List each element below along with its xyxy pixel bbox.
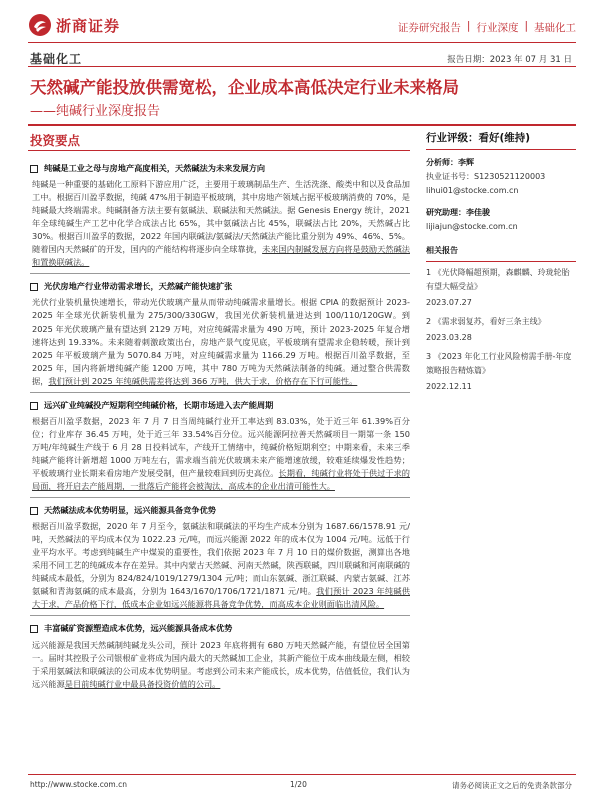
- point-conclusion: 我们预计 2023 年纯碱供大于求，产品价格下行，低成本企业如远兴能源将具备竞争优势，而高成本企业则面临出清风险。: [32, 586, 410, 610]
- header-rule: [28, 42, 576, 43]
- point-body: [32, 415, 410, 493]
- report-date: 报告日期：2023 年 07 月 31 日: [447, 55, 572, 65]
- report-title: 天然碱产能投放供需宽松，企业成本高低决定行业未来格局: [30, 78, 459, 97]
- investment-point: [30, 504, 410, 616]
- point-text: 根据百川盈孚数据，2020 年 7 月至今，氨碱法和联碱法的平均生产成本分别为 1687.66/1578.91 元/吨，天然碱法的平均成本仅为 1022.23 元/吨，而远兴能源 2022 年的成本仅为 1004 元/吨。远低于行业平均水平。考虑到纯碱生产中煤炭的重要性，我们依据 2023 年 7 月 10 日的煤价数据，测算出各地采用不同工艺的纯碱成本存在差异。其中内蒙古天然碱、河南天然碱，陕西联碱，四川联碱和河南联碱的纯碱成本最低，分别为 824/824/1019/1279/1304 元/吨；而山东氨碱、浙江联碱、内蒙古氨碱、江苏氨碱和青海氨碱的成本最高，分别为 1643/1670/1706/1721/1871 元/吨。: [32, 521, 410, 597]
- investment-point: [30, 399, 410, 498]
- related-report-title[interactable]: 3 《2023 年化工行业风险榜需手册-年度策略报告精炼篇》: [426, 352, 572, 375]
- report-subtitle: ——纯碱行业深度报告: [30, 104, 161, 119]
- point-heading-text: 远兴矿业纯碱投产短期利空纯碱价格，长期市场进入去产能周期: [44, 399, 274, 410]
- point-divider: [30, 273, 410, 274]
- point-heading-text: 光伏房地产行业带动需求增长，天然碱产能快速扩张: [44, 281, 233, 292]
- square-bullet-icon: [30, 507, 38, 515]
- separator: |: [524, 20, 528, 32]
- point-heading-text: 丰富碱矿资源塑造成本优势，远兴能源具备成本优势: [44, 623, 233, 634]
- footer-url[interactable]: http://www.stocke.com.cn: [30, 780, 127, 789]
- section-heading: 投资要点: [30, 133, 81, 148]
- point-divider: [30, 615, 410, 616]
- related-reports-heading: 相关报告: [426, 244, 576, 262]
- point-conclusion: 是目前纯碱行业中最具备投资价值的公司。: [64, 678, 221, 689]
- report-type: 证券研究报告: [397, 22, 461, 34]
- related-report-title[interactable]: 1 《光伏降幅超预期，森麒麟、玲珑轮胎有望大幅受益》: [426, 268, 570, 291]
- report-category: [398, 20, 576, 35]
- point-body: [32, 520, 410, 611]
- square-bullet-icon: [30, 283, 38, 291]
- point-text: 远兴能源是我国天然碱制纯碱龙头公司，预计 2023 年底将拥有 680 万吨天然碱产能，有望位居全国第一。届时其控股子公司银根矿业将成为国内最大的天然碱加工企业，其新产能位于成本曲线最左侧，相较于采用氨碱法和联碱法的公司成本优势明显。考虑到公司未来产能成长，成本优势，估值低位，我们认为远兴能源: [32, 639, 410, 689]
- point-divider: [30, 497, 410, 498]
- title-rule: [28, 124, 576, 126]
- point-body: [32, 296, 410, 387]
- point-heading: [30, 399, 410, 412]
- investment-point: [30, 162, 410, 274]
- point-text: 光伏行业装机量快速增长，带动光伏玻璃产量从而带动纯碱需求量增长。根据 CPIA 的数据预计 2023-2025 年全球光伏新装机量为 275/300/330GW，我国光伏新装机量进达到 100/110/120GW。到 2025 年光伏玻璃产量有望达到 2129 万吨，对应纯碱需求量为 490 万吨，预计 2023-2025 年复合增速将达到 19.33%。未来随着刺激政策出台，房地产景气度见底，平板玻璃有望需求企稳转暖，预计到 2025 年平板玻璃产量为 5070.84 万吨，对应纯碱需求量为 1166.29 万吨。根据百川盈孚数据，至 2025 年，国内将新增纯碱产能 1200 万吨，其中 780 万吨为天然碱法制备的纯碱。通过整合供需数据，: [32, 297, 410, 386]
- brand-logo: [28, 12, 120, 38]
- point-heading: [30, 162, 410, 175]
- related-report-item[interactable]: [426, 350, 576, 394]
- square-bullet-icon: [30, 625, 38, 633]
- analyst-name: 分析师：李辉: [426, 158, 474, 167]
- investment-point: [30, 280, 410, 392]
- sidebar: [426, 131, 576, 399]
- disclaimer-note: 请务必阅读正文之后的免责条款部分: [452, 781, 572, 790]
- point-conclusion: 长期看，纯碱行业将处于供过于求的局面，将开启去产能周期，一批落后产能将会被淘汰，高成本的企业出清可能性大。: [32, 467, 410, 492]
- related-report-date: 2023.03.28: [426, 333, 472, 342]
- assistant-email[interactable]: lijiajun@stocke.com.cn: [426, 222, 518, 231]
- related-report-date: 2023.07.27: [426, 298, 472, 307]
- report-sector: 基础化工: [534, 22, 576, 34]
- related-report-item[interactable]: [426, 266, 576, 310]
- point-heading-text: 纯碱是工业之母与房地产高度相关，天然碱法为未来发展方向: [44, 163, 266, 173]
- analyst-certificate: 执业证书号：S1230521120003: [426, 172, 546, 181]
- report-depth: 行业深度: [476, 22, 519, 34]
- point-divider: [30, 392, 410, 393]
- assistant-name: 研究助理：李佳骏: [426, 208, 490, 217]
- point-body: [32, 178, 410, 269]
- page-number: 1/20: [290, 780, 307, 789]
- point-text: 纯碱是一种重要的基础化工原料下游应用广泛，主要用于玻璃制品生产、生活洗涤、酸类中和以及食品加工中。根据百川盈孚数据，纯碱 47%用于制造平板玻璃，其中房地产领域占据平板玻璃消费的 70%，是纯碱最大终端需求。纯碱制备方法主要有氨碱法、联碱法和天然碱法。据 Genesis Energy 统计，2021 年全球纯碱生产工艺中化学合成法占比 65%，其中氨碱法占比 45%，联碱法占比 20%，天然碱占比 30%。根据百川盈孚的数据，2022 年国内联碱法/氨碱法/天然碱法产能比重分别为 49%、46%、5%。随着国内天然碱矿的开发，国内的产能结构将逐步向全球靠拢，: [32, 179, 410, 255]
- separator: |: [466, 20, 471, 32]
- point-heading: [30, 622, 410, 635]
- point-text: 根据百川盈孚数据，2023 年 7 月 7 日当周纯碱行业开工率达到 83.03%，处于近三年 61.39%百分位；行业库存 36.45 万吨，处于近三年 33.54%百分位。远兴能源阿拉善天然碱项目一期第一条 150 万吨/年纯碱生产线于 6 月 28 日投料试车，产线开工情绪中，纯碱价格短期利空；中期来看，未来三季纯碱产能将计新增超 1000 万吨左右，需求端当前光伏玻璃未来产能增速放缓，较难延续爆发性趋势；平板玻璃行业长期来看房地产发展受制，但产量较难回到历史高位。: [32, 415, 410, 478]
- related-report-date: 2022.12.11: [426, 382, 472, 391]
- related-report-title[interactable]: 2 《需求弱复苏，看好三条主线》: [426, 317, 546, 326]
- square-bullet-icon: [30, 165, 38, 173]
- point-heading: [30, 504, 410, 517]
- investment-points: [30, 156, 410, 691]
- spacer: [426, 198, 576, 206]
- section-rule: [28, 150, 410, 151]
- industry-label: 基础化工: [30, 52, 83, 66]
- header-rule: [28, 66, 576, 67]
- point-heading-text: 天然碱法成本优势明显，远兴能源具备竞争优势: [44, 505, 216, 516]
- brand-logo-icon: [28, 13, 52, 37]
- analyst-email[interactable]: lihui01@stocke.com.cn: [426, 186, 519, 195]
- point-conclusion: 我们预计到 2025 年纯碱供需差将达到 366 万吨，供大于求，价格存在下行可能性。: [48, 375, 358, 386]
- brand-name: 浙商证券: [56, 16, 121, 35]
- point-conclusion: 未来国内制碱发展方向将是鼓励天然碱法和置换联碱法。: [32, 244, 410, 268]
- investment-point: [30, 622, 410, 690]
- industry-rating: 行业评级：看好(维持): [426, 131, 576, 150]
- related-report-item[interactable]: [426, 315, 576, 345]
- point-body: [32, 639, 410, 691]
- footer-rule: [28, 774, 576, 775]
- point-heading: [30, 280, 410, 293]
- square-bullet-icon: [30, 402, 38, 410]
